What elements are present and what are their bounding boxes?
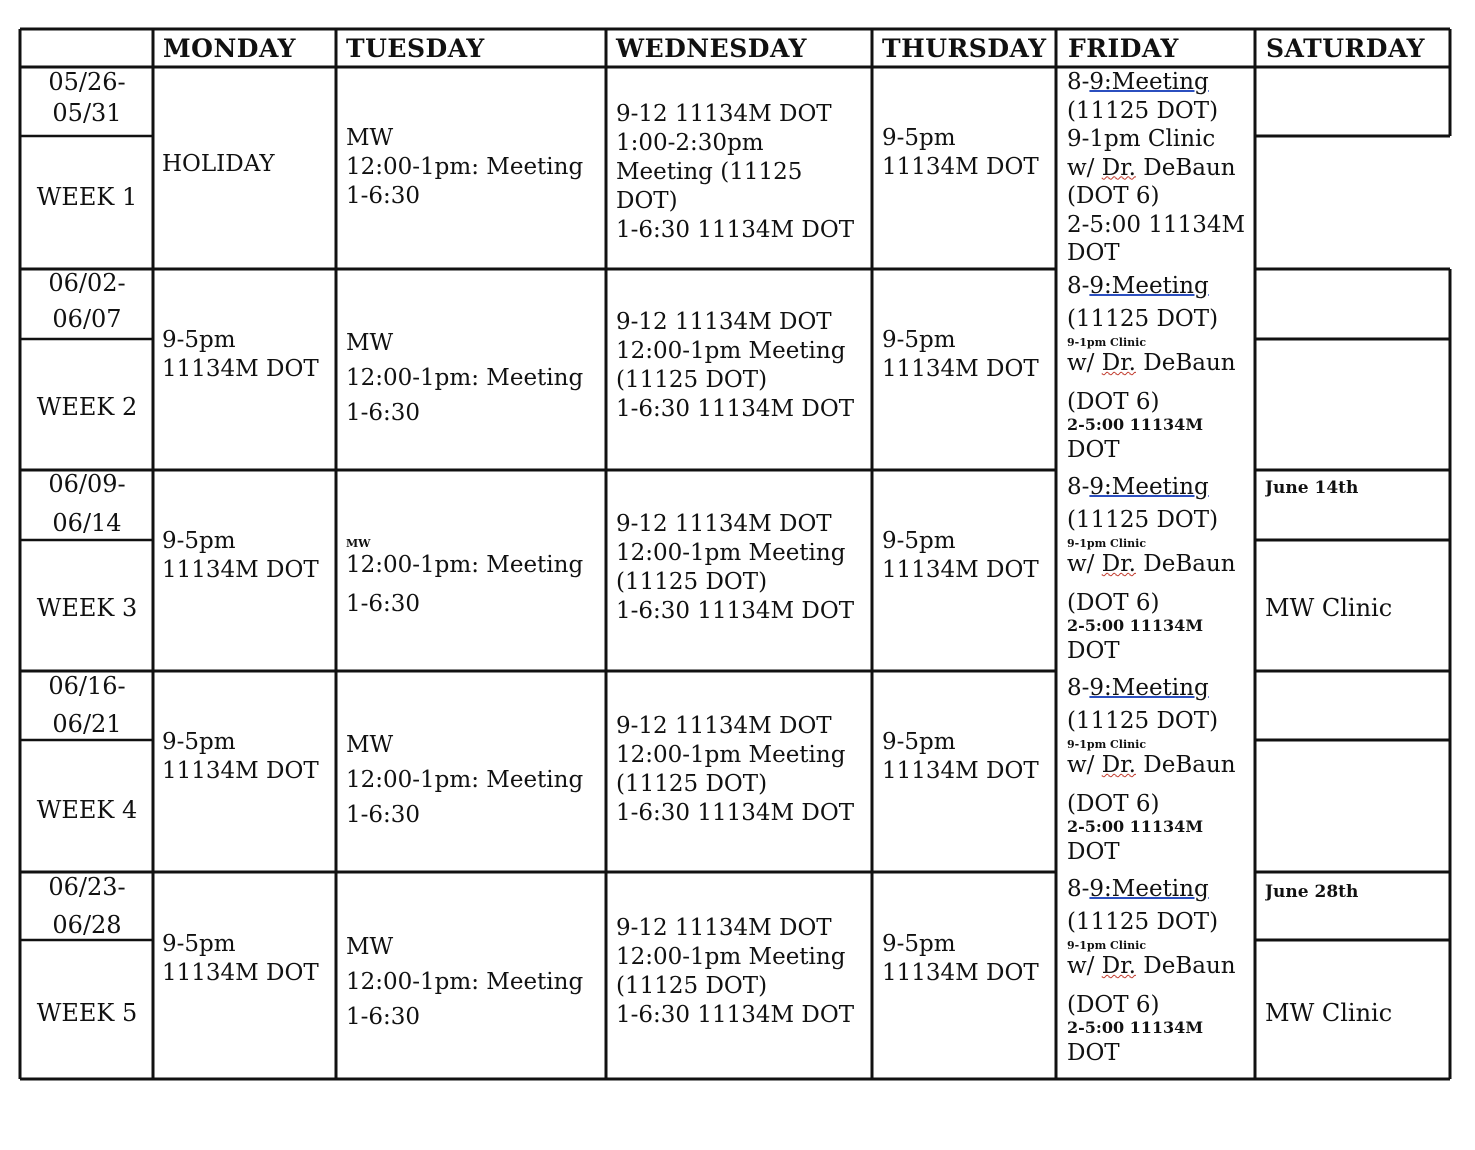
thursday-line: 11134M DOT xyxy=(882,154,1039,180)
friday-dr-name: Dr. xyxy=(1101,752,1136,778)
wednesday-cell xyxy=(616,914,854,1030)
friday-dr-suffix: DeBaun xyxy=(1135,752,1236,778)
wednesday-line: 9-12 11134M DOT xyxy=(616,309,832,335)
tuesday-line: 1-6:30 xyxy=(346,802,421,828)
wednesday-line: 9-12 11134M DOT xyxy=(616,101,832,127)
monday-line: 9-5pm xyxy=(162,528,236,554)
saturday-bottom: MW Clinic xyxy=(1265,594,1393,622)
wednesday-line: 1-6:30 11134M DOT xyxy=(616,396,855,422)
header-thursday: THURSDAY xyxy=(882,34,1047,63)
tuesday-line: 1-6:30 xyxy=(346,1004,421,1030)
friday-dr-name: Dr. xyxy=(1101,350,1136,376)
friday-meeting-room: (11125 DOT) xyxy=(1067,909,1219,935)
week-label: WEEK 2 xyxy=(36,393,138,421)
wednesday-line: 12:00-1pm Meeting xyxy=(616,338,846,364)
tuesday-line: 1-6:30 xyxy=(346,400,421,426)
friday-meeting-prefix: 8- xyxy=(1067,273,1090,299)
friday-dot: DOT xyxy=(1067,1040,1120,1066)
friday-dr-prefix: w/ xyxy=(1067,752,1102,778)
monday-cell xyxy=(162,728,319,786)
friday-cell xyxy=(1067,68,1245,268)
friday-dot6: (DOT 6) xyxy=(1067,389,1160,415)
wednesday-line: (11125 DOT) xyxy=(616,973,768,999)
friday-late: 2-5:00 11134M xyxy=(1067,415,1204,434)
wednesday-line: 1:00-2:30pm xyxy=(616,130,764,156)
week-label: WEEK 5 xyxy=(36,999,138,1027)
friday-late: 2-5:00 11134M xyxy=(1067,211,1246,238)
friday-dr-prefix: w/ xyxy=(1067,953,1102,979)
monday-cell xyxy=(162,930,319,988)
wednesday-line: (11125 DOT) xyxy=(616,367,768,393)
thursday-line: 11134M DOT xyxy=(882,557,1039,583)
tuesday-line: 12:00-1pm: Meeting xyxy=(346,969,584,995)
friday-dr-name: Dr. xyxy=(1101,551,1136,577)
friday-meeting-link: 9:Meeting xyxy=(1089,474,1209,500)
week-end-date: 06/21 xyxy=(52,710,122,738)
tuesday-line: MW xyxy=(346,934,394,960)
friday-meeting-prefix: 8- xyxy=(1067,474,1090,500)
friday-dot: DOT xyxy=(1067,437,1120,463)
monday-line: 11134M DOT xyxy=(162,960,319,986)
tuesday-cell xyxy=(346,728,583,833)
monday-line: 9-5pm xyxy=(162,729,236,755)
friday-cell xyxy=(1067,271,1236,467)
tuesday-line: MW xyxy=(346,330,394,356)
wednesday-cell xyxy=(616,100,854,245)
monday-line: 11134M DOT xyxy=(162,758,319,784)
thursday-cell xyxy=(882,930,1039,988)
wednesday-line: 12:00-1pm Meeting xyxy=(616,540,846,566)
friday-dr-name: Dr. xyxy=(1101,154,1136,181)
week-end-date: 06/14 xyxy=(52,509,122,537)
tuesday-line: 1-6:30 xyxy=(346,591,421,617)
tuesday-line: MW xyxy=(346,125,394,151)
tuesday-cell xyxy=(346,326,583,431)
thursday-line: 11134M DOT xyxy=(882,758,1039,784)
friday-dr-suffix: DeBaun xyxy=(1135,154,1236,181)
thursday-cell xyxy=(882,124,1039,182)
friday-cell xyxy=(1067,472,1236,668)
tuesday-line: MW xyxy=(346,538,371,550)
wednesday-line: 1-6:30 11134M DOT xyxy=(616,217,855,243)
thursday-cell xyxy=(882,326,1039,384)
friday-cell xyxy=(1067,673,1236,869)
week-label: WEEK 3 xyxy=(36,594,138,622)
friday-clinic: 9-1pm Clinic xyxy=(1067,738,1147,751)
friday-meeting-link: 9:Meeting xyxy=(1089,876,1209,902)
thursday-cell xyxy=(882,728,1039,786)
friday-dot6: (DOT 6) xyxy=(1067,992,1160,1018)
friday-dr-prefix: w/ xyxy=(1067,551,1102,577)
monday-cell xyxy=(162,326,319,384)
wednesday-line: DOT) xyxy=(616,188,678,214)
friday-meeting-room: (11125 DOT) xyxy=(1067,507,1219,533)
friday-dr-suffix: DeBaun xyxy=(1135,350,1236,376)
wednesday-line: 12:00-1pm Meeting xyxy=(616,742,846,768)
header-monday: MONDAY xyxy=(163,34,296,63)
tuesday-line: MW xyxy=(346,732,394,758)
friday-meeting-link: 9:Meeting xyxy=(1089,69,1209,95)
friday-dr-suffix: DeBaun xyxy=(1135,551,1236,577)
wednesday-line: 1-6:30 11134M DOT xyxy=(616,598,855,624)
week-end-date: 06/28 xyxy=(52,911,122,939)
header-saturday: SATURDAY xyxy=(1266,34,1425,63)
monday-line: HOLIDAY xyxy=(162,151,275,177)
week-label: WEEK 4 xyxy=(36,796,138,824)
monday-line: 11134M DOT xyxy=(162,356,319,382)
monday-line: 9-5pm xyxy=(162,327,236,353)
tuesday-line: 12:00-1pm: Meeting xyxy=(346,365,584,391)
friday-meeting-room: (11125 DOT) xyxy=(1067,306,1219,332)
friday-late: 2-5:00 11134M xyxy=(1067,616,1204,635)
friday-meeting-prefix: 8- xyxy=(1067,876,1090,902)
wednesday-line: 9-12 11134M DOT xyxy=(616,511,832,537)
header-friday: FRIDAY xyxy=(1068,34,1179,63)
tuesday-cell xyxy=(346,538,583,622)
week-start-date: 05/26- xyxy=(48,68,126,96)
tuesday-cell xyxy=(346,124,583,211)
header-tuesday: TUESDAY xyxy=(346,34,485,63)
wednesday-cell xyxy=(616,712,854,828)
thursday-line: 9-5pm xyxy=(882,729,956,755)
wednesday-line: Meeting (11125 xyxy=(616,159,803,185)
monday-line: 9-5pm xyxy=(162,931,236,957)
friday-meeting-link: 9:Meeting xyxy=(1089,273,1209,299)
friday-meeting-room: (11125 DOT) xyxy=(1067,708,1219,734)
friday-dot: DOT xyxy=(1067,638,1120,664)
wednesday-line: 9-12 11134M DOT xyxy=(616,915,832,941)
monday-line: 11134M DOT xyxy=(162,557,319,583)
wednesday-line: (11125 DOT) xyxy=(616,569,768,595)
week-end-date: 05/31 xyxy=(52,99,122,127)
friday-clinic: 9-1pm Clinic xyxy=(1067,537,1147,550)
thursday-line: 11134M DOT xyxy=(882,960,1039,986)
wednesday-cell xyxy=(616,308,854,424)
week-end-date: 06/07 xyxy=(52,305,122,333)
friday-dr-prefix: w/ xyxy=(1067,154,1102,181)
friday-dot6: (DOT 6) xyxy=(1067,183,1160,209)
friday-dot6: (DOT 6) xyxy=(1067,590,1160,616)
friday-late: 2-5:00 11134M xyxy=(1067,1018,1204,1037)
thursday-line: 9-5pm xyxy=(882,125,956,151)
week-label: WEEK 1 xyxy=(36,183,138,211)
thursday-cell xyxy=(882,527,1039,585)
friday-meeting-prefix: 8- xyxy=(1067,69,1090,95)
friday-dot: DOT xyxy=(1067,839,1120,865)
wednesday-cell xyxy=(616,510,854,626)
saturday-top: June 14th xyxy=(1265,478,1359,498)
monday-cell xyxy=(162,150,275,178)
saturday-bottom: MW Clinic xyxy=(1265,999,1393,1027)
tuesday-line: 12:00-1pm: Meeting xyxy=(346,552,584,578)
tuesday-line: 12:00-1pm: Meeting xyxy=(346,767,584,793)
friday-dot: DOT xyxy=(1067,240,1120,266)
friday-clinic: 9-1pm Clinic xyxy=(1067,126,1216,152)
wednesday-line: 1-6:30 11134M DOT xyxy=(616,800,855,826)
wednesday-line: (11125 DOT) xyxy=(616,771,768,797)
friday-cell xyxy=(1067,874,1236,1070)
friday-meeting-prefix: 8- xyxy=(1067,675,1090,701)
tuesday-line: 1-6:30 xyxy=(346,183,421,209)
friday-late: 2-5:00 11134M xyxy=(1067,817,1204,836)
thursday-line: 9-5pm xyxy=(882,931,956,957)
friday-dot6: (DOT 6) xyxy=(1067,791,1160,817)
monday-cell xyxy=(162,527,319,585)
friday-dr-prefix: w/ xyxy=(1067,350,1102,376)
week-start-date: 06/23- xyxy=(48,873,126,901)
friday-clinic: 9-1pm Clinic xyxy=(1067,939,1147,952)
wednesday-line: 1-6:30 11134M DOT xyxy=(616,1002,855,1028)
thursday-line: 9-5pm xyxy=(882,528,956,554)
wednesday-line: 12:00-1pm Meeting xyxy=(616,944,846,970)
wednesday-line: 9-12 11134M DOT xyxy=(616,713,832,739)
friday-meeting-room: (11125 DOT) xyxy=(1067,97,1219,124)
friday-dr-suffix: DeBaun xyxy=(1135,953,1236,979)
thursday-line: 9-5pm xyxy=(882,327,956,353)
friday-clinic: 9-1pm Clinic xyxy=(1067,336,1147,349)
week-start-date: 06/02- xyxy=(48,269,126,297)
tuesday-cell xyxy=(346,930,583,1035)
friday-meeting-link: 9:Meeting xyxy=(1089,675,1209,701)
week-start-date: 06/09- xyxy=(48,470,126,498)
thursday-line: 11134M DOT xyxy=(882,356,1039,382)
tuesday-line: 12:00-1pm: Meeting xyxy=(346,154,584,180)
header-wednesday: WEDNESDAY xyxy=(616,34,807,63)
saturday-top: June 28th xyxy=(1265,882,1359,902)
week-start-date: 06/16- xyxy=(48,672,126,700)
friday-dr-name: Dr. xyxy=(1101,953,1136,979)
